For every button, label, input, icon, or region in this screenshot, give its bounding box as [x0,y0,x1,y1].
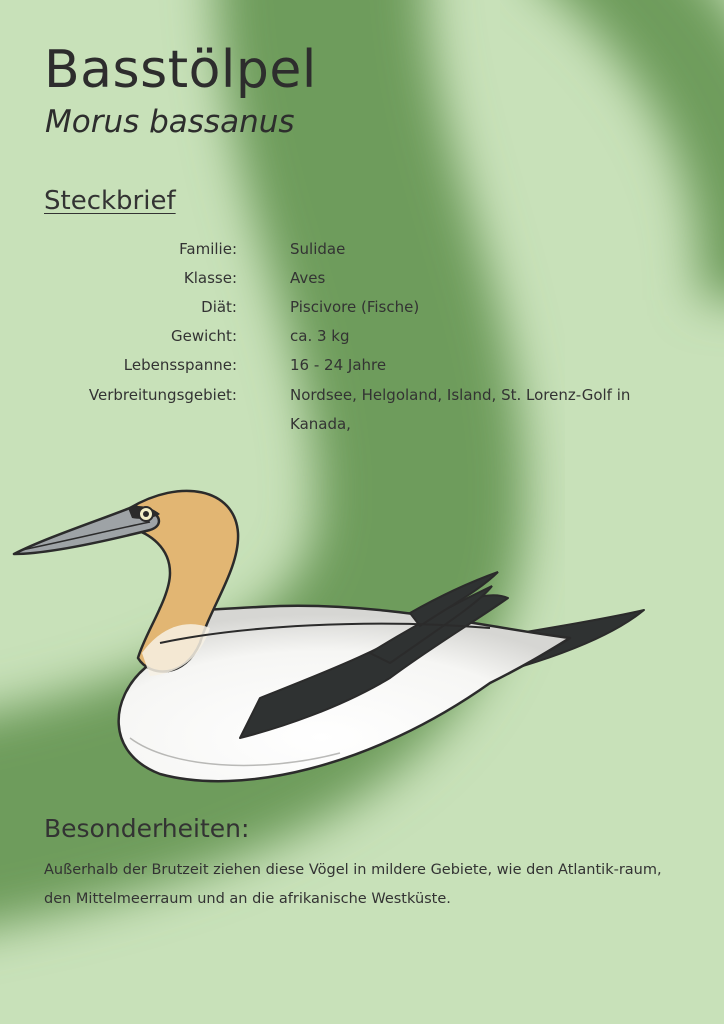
features-text: Außerhalb der Brutzeit ziehen diese Vögel in mildere Gebiete, wie den Atlantik-raum, den Mittelmeerraum und an die afrikanische Westküste. [44,862,662,907]
profile-label: Gewicht: [171,327,237,345]
profile-label: Familie: [179,240,237,258]
page-title: Basstölpel [44,40,317,100]
profile-value: 16 - 24 Jahre [290,356,387,374]
profile-value: ca. 3 kg [290,327,350,345]
scientific-name: Morus bassanus [45,104,295,140]
gannet-illustration [10,478,650,788]
features-heading: Besonderheiten: [44,814,250,843]
profile-label: Lebensspanne: [123,356,237,374]
profile-label: Diät: [201,298,237,316]
profile-value: Piscivore (Fische) [290,298,420,316]
profile-value: Sulidae [290,240,346,258]
profile-label: Klasse: [183,269,237,287]
profile-heading: Steckbrief [44,186,176,216]
profile-label: Verbreitungsgebiet: [88,386,237,404]
profile-value: Nordsee, Helgoland, Island, St. Lorenz-Golf in Kanada, [290,386,631,433]
profile-value: Aves [290,269,326,287]
